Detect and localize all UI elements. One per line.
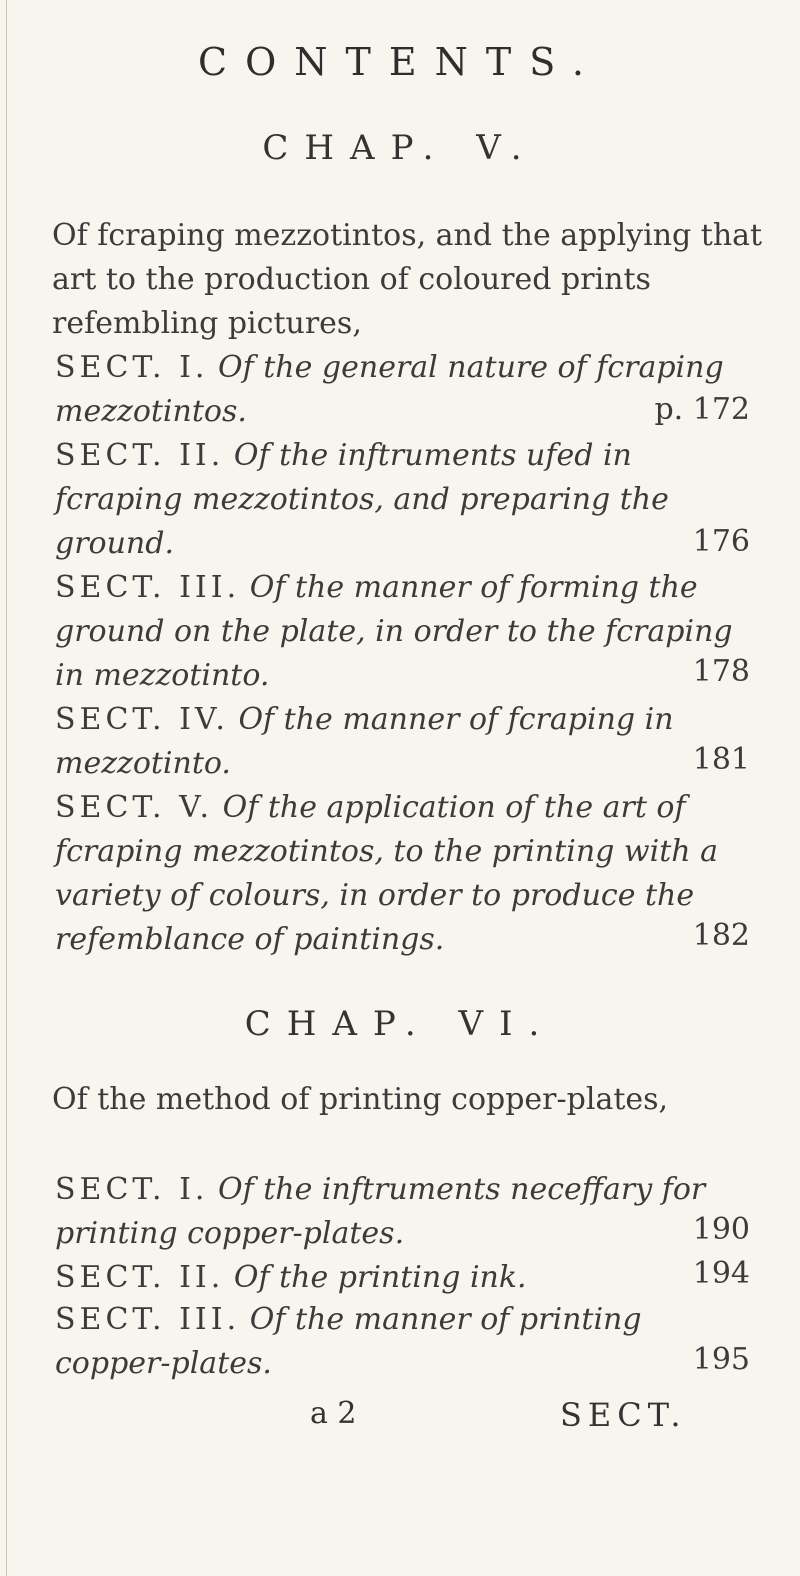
- section-title: Of the application of the art of fcraping mezzotintos, to the printing with a variety of colours, in order to produce the refemblance of paintings.: [55, 790, 718, 957]
- toc-entry: [55, 346, 735, 434]
- section-label: SECT. I.: [55, 350, 209, 385]
- toc-entry: [55, 786, 735, 962]
- section-label: SECT. I.: [55, 1172, 209, 1207]
- page-number: 190: [692, 1212, 750, 1247]
- section-label: SECT. III.: [55, 570, 241, 605]
- chapter-5-heading: CHAP. V.: [262, 128, 538, 168]
- section-title: Of the general nature of fcraping mezzotintos.: [55, 350, 724, 429]
- page-number: 176: [692, 524, 750, 559]
- section-title: Of the inftruments neceffary for printing copper-plates.: [55, 1172, 706, 1251]
- toc-entry: [55, 1168, 735, 1256]
- chapter-6-heading: CHAP. VI.: [244, 1004, 556, 1044]
- page-number: 182: [692, 918, 750, 953]
- section-label: SECT. IV.: [55, 702, 229, 737]
- toc-entry: [55, 1256, 735, 1300]
- catchword: SECT.: [560, 1396, 687, 1434]
- section-label: SECT. III.: [55, 1302, 241, 1337]
- section-label: SECT. II.: [55, 1260, 225, 1295]
- page-number: 178: [692, 654, 750, 689]
- page-number: p. 172: [654, 392, 750, 427]
- page-number: 194: [692, 1256, 750, 1291]
- page-number: 181: [692, 742, 750, 777]
- page-edge: [6, 0, 7, 1576]
- section-title: Of the printing ink.: [233, 1260, 527, 1295]
- chapter-6-description: Of the method of printing copper-plates,: [52, 1082, 669, 1117]
- toc-entry: [55, 434, 735, 566]
- section-label: SECT. II.: [55, 438, 225, 473]
- toc-entry: [55, 1298, 735, 1386]
- running-head: CONTENTS.: [198, 40, 602, 84]
- toc-entry: [55, 698, 735, 786]
- section-title: Of the manner of printing copper-plates.: [55, 1302, 642, 1381]
- page-number: 195: [692, 1342, 750, 1377]
- section-title: Of the inftruments ufed in fcraping mezzotintos, and preparing the ground.: [55, 438, 669, 561]
- section-label: SECT. V.: [55, 790, 214, 825]
- chapter-5-description: Of fcraping mezzotintos, and the applying that art to the production of coloured prints refembling pictures,: [52, 218, 763, 341]
- toc-entry: [55, 566, 735, 698]
- signature-mark: a 2: [310, 1396, 357, 1431]
- section-title: Of the manner of forming the ground on the plate, in order to the fcraping in mezzotinto.: [55, 570, 733, 693]
- section-title: Of the manner of fcraping in mezzotinto.: [55, 702, 674, 781]
